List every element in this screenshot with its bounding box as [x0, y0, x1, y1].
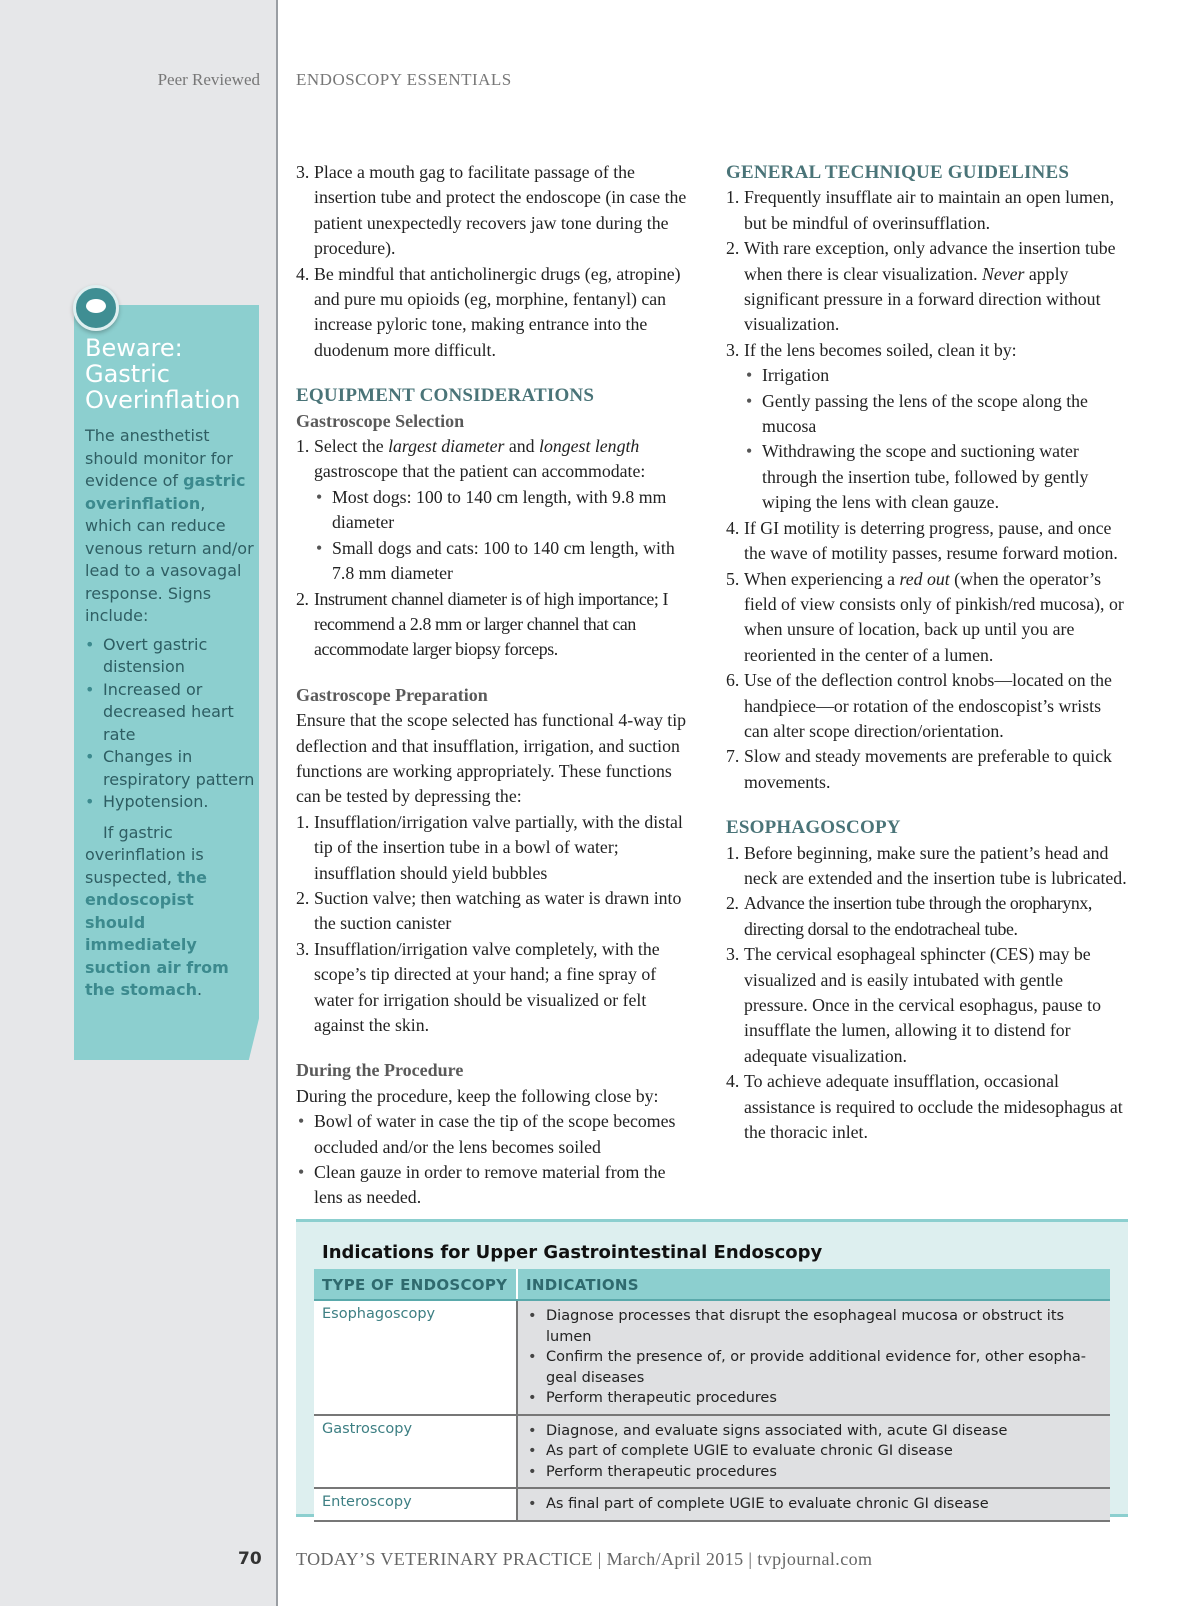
- list-item: 3. The cervical esophageal sphincter (CES) may be visualized and is easily intubated with gentle pressure. Once in the cervical esophagus, pause to insufflate the lumen, allowing it to distend for adequate visualization.: [726, 944, 1101, 1066]
- size-bullets: [314, 485, 696, 587]
- list-item: 1. Insufflation/irrigation valve partially, with the distal tip of the insertion tube in a bowl of water; insufflation should yield bubbles: [296, 811, 683, 883]
- column-header: INDICATIONS: [517, 1269, 1110, 1300]
- list-item: 2. Suction valve; then watching as water is drawn into the suction canister: [296, 887, 682, 934]
- page-number: 70: [238, 1549, 262, 1569]
- list-item: • Hypotension.: [103, 791, 255, 814]
- list-item: 3. If the lens becomes soiled, clean it by: • Irrigation • Gently passing the lens of the scope along the mucosa • Withdrawing the scope and suctioning water through the insertion tube, followed by gently wiping the lens with clean gauze.: [726, 338, 1128, 516]
- callout-content: [85, 335, 255, 1002]
- callout-signs-list: [85, 634, 255, 814]
- list-item: 2. Advance the insertion tube through the oropharynx, directing dorsal to the endotracheal tube.: [726, 893, 1092, 939]
- article-column-left: [296, 160, 696, 1211]
- article-column-right: [726, 160, 1128, 1145]
- list-item: 3. Place a mouth gag to facilitate passage of the insertion tube and protect the endoscope (in case the patient unexpectedly recovers jaw tone during the procedure).: [296, 162, 687, 259]
- list-item: 1. Frequently insufflate air to maintain an open lumen, but be mindful of overinsufflation.: [726, 187, 1115, 233]
- list-item: 2. Instrument channel diameter is of high importance; I recommend a 2.8 mm or larger channel that can accommodate larger biopsy forceps.: [296, 588, 668, 660]
- indications-table-box: [296, 1219, 1128, 1517]
- speech-bubble-icon: [73, 285, 119, 331]
- table-row: [314, 1415, 1110, 1489]
- preparation-list: [296, 810, 696, 1039]
- technique-list: [726, 185, 1128, 795]
- table-cell-type: Esophagoscopy: [314, 1300, 517, 1415]
- paragraph: Ensure that the scope selected has functional 4-way tip deflection and that insufflation, irrigation, and suction functions are working appropriately. These functions can be tested by depressing the:: [296, 710, 687, 807]
- list-item: • Gently passing the lens of the scope along the mucosa: [762, 389, 1128, 440]
- footer-publication: TODAY’S VETERINARY PRACTICE | March/April 2015 | tvpjournal.com: [296, 1549, 873, 1569]
- indications-table: [314, 1269, 1110, 1522]
- list-item: • As part of complete UGIE to evaluate chronic GI disease: [546, 1441, 1102, 1462]
- during-bullets: [296, 1109, 696, 1211]
- callout-title: Beware: Gastric Overinflation: [85, 334, 241, 414]
- list-item: • Confirm the presence of, or provide additional evidence for, other esopha-geal diseases: [546, 1347, 1102, 1388]
- patient-prep-list: [296, 160, 696, 363]
- list-item: • Diagnose processes that disrupt the esophageal mucosa or obstruct its lumen: [546, 1306, 1102, 1347]
- list-item: 4. Be mindful that anticholinergic drugs (eg, atropine) and pure mu opioids (eg, morphine, fentanyl) can increase pyloric tone, making entrance into the duodenum more difficult.: [296, 263, 681, 360]
- callout-intro: The anesthetist should monitor for evidence of gastric overinflation, which can reduce venous return and/or lead to a vasovagal response. Signs include:: [85, 426, 254, 625]
- subheading-during-procedure: During the Procedure: [296, 1060, 464, 1081]
- list-item: 3. Insufflation/irrigation valve completely, with the scope’s tip directed at your hand; a fine spray of water for irrigation should be visualized or felt against the skin.: [296, 938, 660, 1035]
- table-row: [314, 1300, 1110, 1415]
- list-item: • As final part of complete UGIE to evaluate chronic GI disease: [546, 1494, 1102, 1515]
- table-cell-indications: [517, 1415, 1110, 1489]
- table-cell-type: Enteroscopy: [314, 1488, 517, 1521]
- esophagoscopy-list: [726, 841, 1128, 1146]
- table-row: [314, 1488, 1110, 1521]
- list-item: 6. Use of the deflection control knobs—located on the handpiece—or rotation of the endoscopist’s wrists can alter scope direction/orientation.: [726, 670, 1112, 741]
- section-heading-general-technique: GENERAL TECHNIQUE GUIDELINES: [726, 162, 1070, 183]
- section-heading-esophagoscopy: ESOPHAGOSCOPY: [726, 817, 901, 839]
- paragraph: During the procedure, keep the following close by:: [296, 1085, 659, 1106]
- selection-list: [296, 434, 696, 663]
- subheading-gastroscope-preparation: Gastroscope Preparation: [296, 684, 488, 705]
- table-title: Indications for Upper Gastrointestinal Endoscopy: [322, 1242, 823, 1263]
- header-section-label: Peer Reviewed: [157, 70, 260, 89]
- list-item: • Bowl of water in case the tip of the scope becomes occluded and/or the lens becomes soiled: [314, 1109, 696, 1160]
- margin-divider: [276, 0, 278, 1606]
- list-item: 4. To achieve adequate insufflation, occasional assistance is required to occlude the midesophagus at the thoracic inlet.: [726, 1071, 1123, 1143]
- list-item: 1. Select the largest diameter and longest length gastroscope that the patient can accommodate: • Most dogs: 100 to 140 cm length, with 9.8 mm diameter • Small dogs and cats: 100 to 140 cm length, with 7.8 mm diameter: [296, 434, 696, 586]
- subheading-gastroscope-selection: Gastroscope Selection: [296, 410, 465, 431]
- list-item: 7. Slow and steady movements are preferable to quick movements.: [726, 746, 1112, 792]
- table-cell-type: Gastroscopy: [314, 1415, 517, 1489]
- list-item: • Perform therapeutic procedures: [546, 1388, 1102, 1409]
- list-item: • Irrigation: [762, 363, 1128, 388]
- list-item: 2. With rare exception, only advance the insertion tube when there is clear visualization. Never apply significant pressure in a forward direction without visualization.: [726, 238, 1116, 335]
- list-item: • Clean gauze in order to remove material from the lens as needed.: [314, 1160, 696, 1211]
- list-item: • Increased or decreased heart rate: [103, 679, 255, 747]
- list-item: • Diagnose, and evaluate signs associated with, acute GI disease: [546, 1421, 1102, 1442]
- list-item: 1. Before beginning, make sure the patient’s head and neck are extended and the insertion tube is lubricated.: [726, 842, 1127, 888]
- list-item: • Perform therapeutic procedures: [546, 1462, 1102, 1483]
- header-department-title: ENDOSCOPY ESSENTIALS: [296, 70, 512, 89]
- table-header-row: [314, 1269, 1110, 1300]
- lens-cleaning-bullets: [744, 363, 1128, 515]
- list-item: • Overt gastric distension: [103, 634, 255, 679]
- list-item: 5. When experiencing a red out (when the operator’s field of view consists only of pinkish/red mucosa), or when unsure of location, back up until you are reoriented in the center of a lumen.: [726, 568, 1124, 665]
- list-item: 4. If GI motility is deterring progress, pause, and once the wave of motility passes, resume forward motion.: [726, 517, 1118, 564]
- list-item: • Small dogs and cats: 100 to 140 cm length, with 7.8 mm diameter: [332, 536, 696, 587]
- table-cell-indications: [517, 1300, 1110, 1415]
- callout-outro: If gastric overinflation is suspected, the endoscopist should immediately suction air from the stomach.: [85, 822, 229, 999]
- column-header: TYPE OF ENDOSCOPY: [314, 1269, 517, 1300]
- section-heading-equipment: EQUIPMENT CONSIDERATIONS: [296, 385, 595, 407]
- list-item: • Withdrawing the scope and suctioning water through the insertion tube, followed by gently wiping the lens with clean gauze.: [762, 439, 1128, 515]
- table-cell-indications: [517, 1488, 1110, 1521]
- list-item: • Changes in respiratory pattern: [103, 746, 255, 791]
- list-item: • Most dogs: 100 to 140 cm length, with 9.8 mm diameter: [332, 485, 696, 536]
